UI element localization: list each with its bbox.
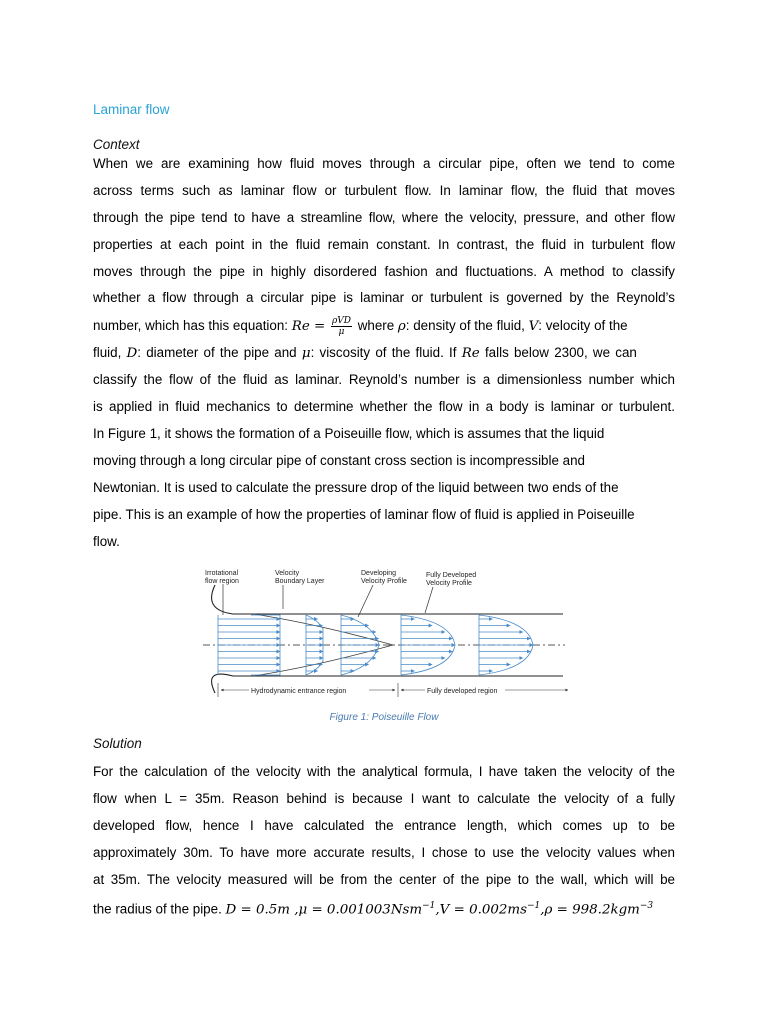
- text-fragment: : density of the fluid,: [405, 318, 529, 334]
- text-line: When we are examining how fluid moves through a circular pipe, often we tend to come: [93, 156, 675, 171]
- velocity-value: ,V = 0.002ms: [435, 902, 527, 918]
- text-line: whether a flow through a circular pipe is laminar or turbulent is governed by the Reynold’s: [93, 290, 675, 306]
- text-fragment: : velocity of the: [538, 318, 628, 334]
- viscosity-value: μ = 0.001003Nsm: [298, 902, 423, 918]
- text-line: pipe. This is an example of how the properties of laminar flow of fluid is applied in Poiseuille: [93, 506, 635, 522]
- text-line: developed flow, hence I have calculated the entrance length, which comes up to be: [93, 817, 675, 833]
- diameter-value: D = 0.5m ,: [225, 902, 299, 918]
- developing-label-2: Velocity Profile: [361, 578, 407, 585]
- solution-label: Solution: [93, 736, 142, 751]
- text-fragment: where: [353, 318, 398, 334]
- text-line: flow.: [93, 533, 120, 549]
- exponent: −1: [526, 901, 541, 912]
- math-symbol: ρ: [397, 319, 406, 335]
- developed-label-2: Velocity Profile: [426, 580, 472, 587]
- text-line: In Figure 1, it shows the formation of a Poiseuille flow, which is assumes that the liquid: [93, 426, 605, 442]
- fraction-numerator: ρVD: [331, 316, 351, 327]
- developing-leader: [358, 585, 373, 617]
- irrotational-label-2: flow region: [205, 578, 239, 585]
- text-line: [93, 340, 675, 367]
- text-line: Newtonian. It is used to calculate the pressure drop of the liquid between two ends of the: [93, 479, 619, 495]
- poiseuille-flow-diagram: [193, 565, 578, 705]
- text-fragment: fluid,: [93, 345, 127, 361]
- context-paragraph: [93, 151, 675, 555]
- text-fragment: number, which has this equation:: [93, 318, 292, 334]
- math-symbol: D: [126, 346, 138, 362]
- text-line: For the calculation of the velocity with the analytical formula, I have taken the velocity of the: [93, 764, 675, 779]
- text-line: across terms such as laminar flow or turbulent flow. In laminar flow, the fluid that moves: [93, 182, 675, 198]
- text-line: moving through a long circular pipe of constant cross section is incompressible and: [93, 452, 585, 468]
- math-symbol: V: [528, 319, 539, 335]
- figure-caption: Figure 1: Poiseuille Flow: [329, 712, 439, 723]
- developed-region-label: Fully developed region: [427, 688, 498, 695]
- text-line: classify the flow of the fluid as laminar. Reynold’s number is a dimensionless number which: [93, 372, 675, 388]
- section-heading: Laminar flow: [93, 102, 170, 117]
- solution-paragraph: [93, 759, 675, 920]
- boundary-label-2: Boundary Layer: [275, 578, 325, 585]
- entrance-region-label: Hydrodynamic entrance region: [251, 688, 347, 695]
- pipe-top-wall: [212, 585, 563, 614]
- text-line: is applied in fluid mechanics to determine whether the flow in a body is laminar or turbulent.: [93, 399, 675, 415]
- text-fragment: the radius of the pipe.: [93, 901, 226, 917]
- text-line: approximately 30m. To have more accurate results, I chose to use the velocity values when: [93, 844, 675, 860]
- equation-line: [93, 312, 675, 340]
- text-line: flow when L = 35m. Reason behind is because I want to calculate the velocity of a fully: [93, 790, 675, 806]
- irrotational-label-1: Irrotational: [205, 570, 239, 577]
- developed-label-1: Fully Developed: [426, 572, 477, 579]
- text-fragment: : diameter of the pipe and: [137, 345, 302, 361]
- parameters-line: [93, 893, 675, 920]
- text-line: moves through the pipe in highly disordered fashion and fluctuations. A method to classify: [93, 263, 675, 279]
- fraction-denominator: μ: [338, 327, 345, 338]
- exponent: −3: [639, 901, 654, 912]
- text-fragment: falls below 2300, we can: [479, 345, 637, 361]
- text-fragment: : viscosity of the fluid. If: [310, 345, 462, 361]
- math-symbol: Re: [461, 346, 480, 362]
- boundary-label-1: Velocity: [275, 570, 300, 577]
- poiseuille-flow-figure: [193, 565, 578, 705]
- reynolds-lhs: Re =: [291, 319, 326, 335]
- exponent: −1: [422, 901, 436, 912]
- reynolds-fraction: [331, 316, 352, 337]
- math-symbol: μ: [301, 346, 311, 362]
- density-value: ,ρ = 998.2kgm: [540, 902, 640, 918]
- context-label: Context: [93, 137, 140, 152]
- developing-label-1: Developing: [361, 570, 397, 577]
- developed-leader: [425, 587, 433, 613]
- text-line: through the pipe tend to have a streamline flow, where the velocity, pressure, and other flow: [93, 209, 675, 225]
- text-line: properties at each point in the fluid remain constant. In contrast, the fluid in turbulent flow: [93, 236, 675, 252]
- text-line: at 35m. The velocity measured will be from the center of the pipe to the wall, which will be: [93, 871, 675, 887]
